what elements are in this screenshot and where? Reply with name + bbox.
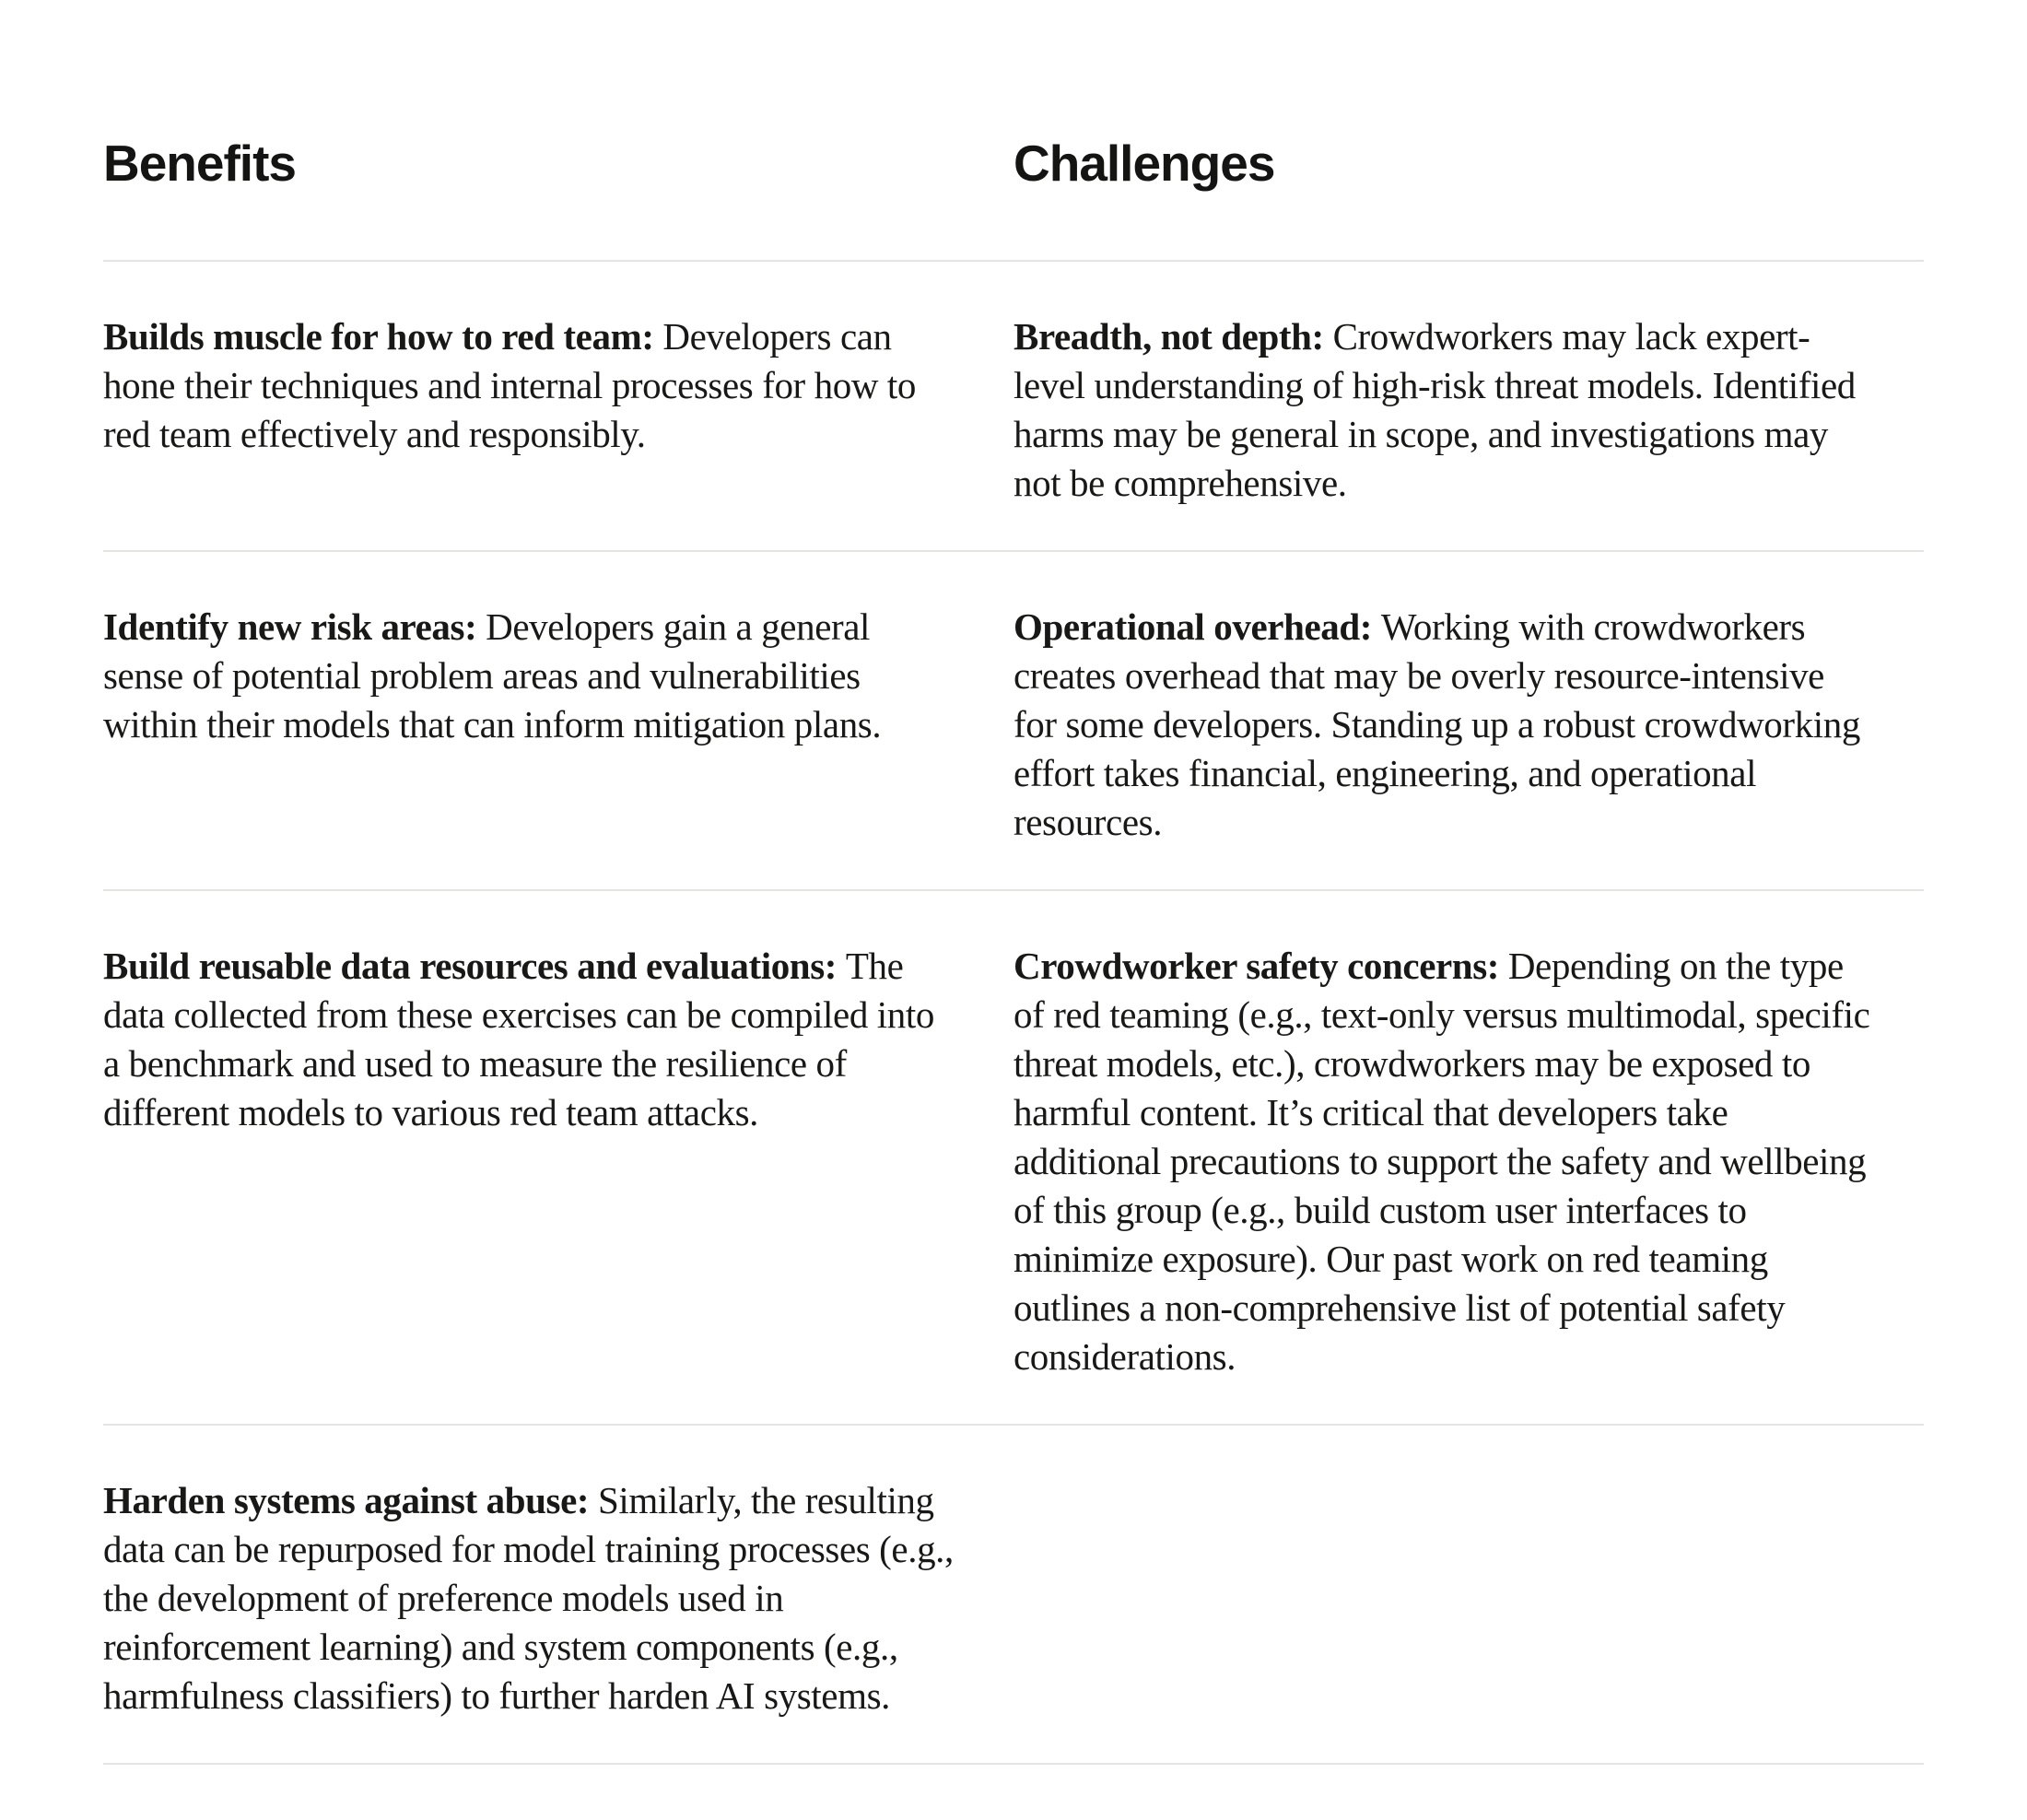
challenge-lead: Operational overhead: [1014, 605, 1373, 648]
benefit-lead: Build reusable data resources and evaluations: [103, 945, 838, 987]
benefit-text [103, 942, 955, 1137]
benefit-cell [103, 1426, 1014, 1763]
challenge-body: Depending on the type of red teaming (e.g., text-only versus multimodal, specific threat models, etc.), crowdworkers may be exposed to harmful content. It’s critical that developers take additional precautions to support the safety and wellbeing of this group (e.g., build custom user interfaces to minimize exposure). Our past work on red teaming outlines a non-comprehensive list of potential safety considerations. [1014, 945, 1870, 1378]
challenge-text [1014, 603, 1872, 847]
challenge-text [1014, 942, 1872, 1381]
benefit-body: Developers can hone their techniques and internal processes for how to red team effectively and responsibly. [103, 315, 917, 455]
benefit-text [103, 312, 955, 459]
benefit-cell [103, 891, 1014, 1424]
benefit-lead: Builds muscle for how to red team: [103, 315, 654, 358]
benefit-lead: Identify new risk areas: [103, 605, 477, 648]
challenge-lead: Crowdworker safety concerns: [1014, 945, 1500, 987]
benefit-text [103, 1476, 955, 1720]
table-header-row [103, 83, 1924, 260]
benefit-text [103, 603, 955, 749]
benefit-body: The data collected from these exercises can be compiled into a benchmark and used to measure the resilience of different models to various red team attacks. [103, 945, 934, 1133]
challenge-body: Crowdworkers may lack expert-level understanding of high-risk threat models. Identified harms may be general in scope, and investigations may not be comprehensive. [1014, 315, 1856, 504]
benefit-lead: Harden systems against abuse: [103, 1479, 590, 1521]
column-header-benefits: Benefits [103, 135, 296, 192]
header-cell-benefits [103, 83, 1014, 235]
challenge-text [1014, 312, 1872, 508]
challenge-cell [1014, 552, 1924, 889]
benefit-body: Developers gain a general sense of potential problem areas and vulnerabilities within their models that can inform mitigation plans. [103, 605, 882, 746]
challenge-cell [1014, 891, 1924, 1424]
table-row [103, 889, 1924, 1424]
benefit-cell [103, 552, 1014, 889]
table-row [103, 1424, 1924, 1765]
column-header-challenges: Challenges [1014, 135, 1275, 192]
benefit-body: Similarly, the resulting data can be repurposed for model training processes (e.g., the development of preference models used in reinforcement learning) and system components (e.g., harmfulness classifiers) to further harden AI systems. [103, 1479, 954, 1717]
table-row [103, 260, 1924, 550]
table-row [103, 550, 1924, 889]
challenge-lead: Breadth, not depth: [1014, 315, 1324, 358]
challenge-text [1014, 1476, 1872, 1525]
challenge-cell [1014, 262, 1924, 550]
challenge-cell-empty [1014, 1426, 1924, 1763]
challenge-body: Working with crowdworkers creates overhead that may be overly resource-intensive for some developers. Standing up a robust crowdworking effort takes financial, engineering, and operational resources. [1014, 605, 1860, 843]
header-cell-challenges [1014, 83, 1924, 235]
benefit-cell [103, 262, 1014, 550]
